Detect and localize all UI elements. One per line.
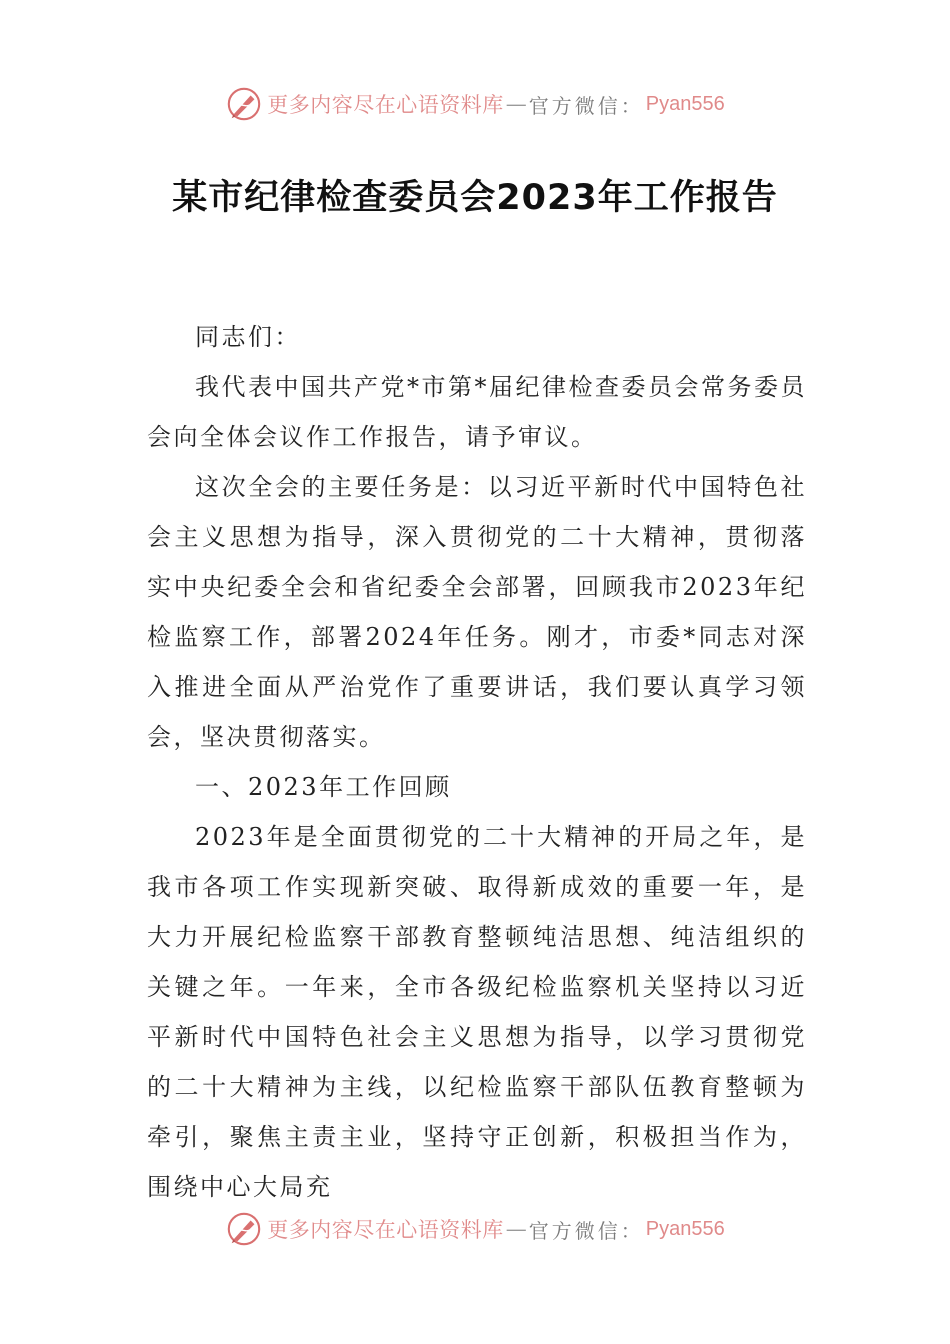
paragraph: 2023年是全面贯彻党的二十大精神的开局之年，是我市各项工作实现新突破、取得新成效的重要一年，是大力开展纪检监察干部教育整顿纯洁思想、纯洁组织的关键之年。一年来，全市各级纪检监察机关坚持以习近平新时代中国特色社会主义思想为指导，以学习贯彻党的二十大精神为主线，以纪检监察干部队伍教育整顿为牵引，聚焦主责主业，坚持守正创新，积极担当作为，围绕中心大局充	[147, 823, 807, 1201]
document-body	[147, 312, 807, 1212]
document-title: 某市纪律检查委员会2023年工作报告	[172, 178, 778, 218]
header-watermark	[0, 84, 950, 124]
watermark-wechat-id: Pyan556	[645, 92, 725, 115]
watermark-separator: —	[505, 92, 527, 116]
watermark-site-text: 更多内容尽在心语资料库	[267, 93, 504, 117]
watermark-wechat-id: Pyan556	[645, 1217, 725, 1240]
watermark-separator: —	[505, 1217, 527, 1241]
section-heading: 一、2023年工作回顾	[195, 773, 452, 801]
pen-logo-icon	[225, 1210, 263, 1248]
footer-watermark	[0, 1209, 950, 1249]
watermark-label: 官方微信：	[528, 93, 644, 118]
paragraph: 我代表中国共产党*市第*届纪律检查委员会常务委员会向全体会议作工作报告，请予审议。	[147, 373, 807, 451]
watermark-site-text: 更多内容尽在心语资料库	[267, 1218, 504, 1242]
paragraph-salutation: 同志们：	[195, 323, 301, 351]
paragraph: 这次全会的主要任务是：以习近平新时代中国特色社会主义思想为指导，深入贯彻党的二十大精神，贯彻落实中央纪委全会和省纪委全会部署，回顾我市2023年纪检监察工作，部署2024年任务。刚才，市委*同志对深入推进全面从严治党作了重要讲话，我们要认真学习领会，坚决贯彻落实。	[147, 473, 807, 751]
pen-logo-icon	[225, 85, 263, 123]
watermark-label: 官方微信：	[528, 1218, 644, 1243]
